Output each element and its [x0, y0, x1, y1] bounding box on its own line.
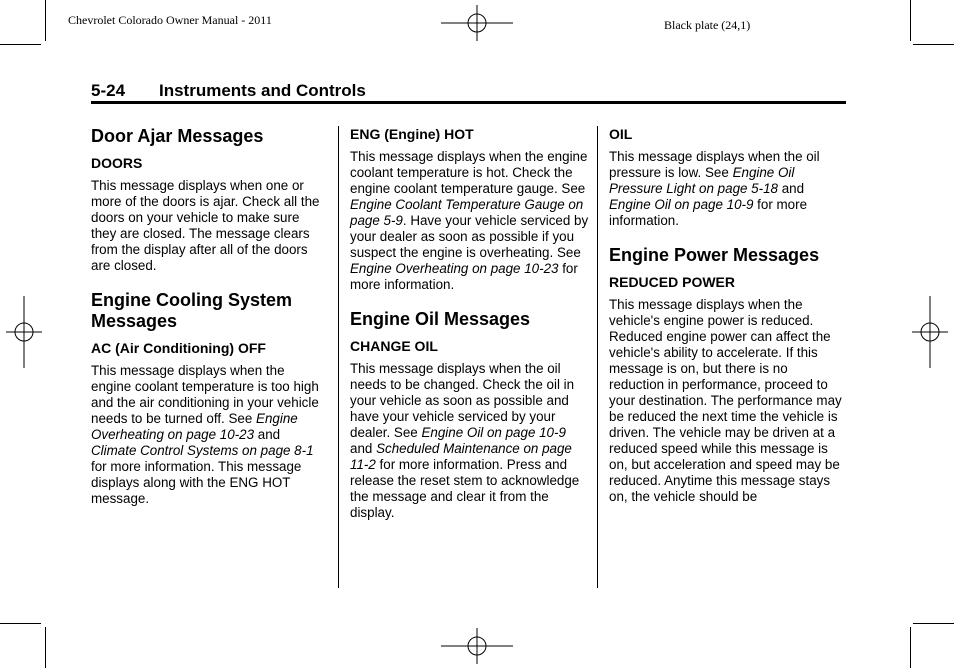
- crop-mark-br-h: [913, 623, 954, 624]
- plate-info-left: Chevrolet Colorado Owner Manual - 2011: [68, 13, 272, 27]
- ref-engine-oil-2[interactable]: Engine Oil on page 10-9: [609, 197, 754, 212]
- crop-mark-tl-h: [0, 44, 41, 45]
- subheading-doors: DOORS: [91, 155, 143, 171]
- registration-mark-top: [441, 5, 513, 41]
- para-enghot-text-3: for more information.: [350, 261, 578, 292]
- heading-engine-oil: Engine Oil Messages: [350, 309, 531, 329]
- heading-engine-power: Engine Power Messages: [609, 245, 820, 265]
- subheading-reduced-power: REDUCED POWER: [609, 274, 736, 290]
- column-rule-2: [597, 126, 598, 588]
- running-head: [91, 81, 366, 101]
- para-oil-text-3: for more information.: [609, 197, 808, 228]
- heading-engine-cooling-line2: Messages: [91, 311, 178, 331]
- para-oil: [609, 149, 845, 229]
- heading-door-ajar: Door Ajar Messages: [91, 126, 264, 146]
- subheading-change-oil: CHANGE OIL: [350, 338, 438, 354]
- crop-mark-tl-v: [45, 0, 46, 41]
- page-number: 5-24: [91, 81, 126, 100]
- para-eng-hot: [350, 149, 590, 293]
- registration-mark-left: [6, 296, 42, 368]
- para-oil-text-1: This message displays when the oil pressure is low. See: [609, 149, 820, 180]
- column-3: [609, 126, 845, 505]
- ref-engine-overheating-2[interactable]: Engine Overheating on page 10-23: [350, 261, 559, 276]
- subheading-ac-off: AC (Air Conditioning) OFF: [91, 340, 266, 356]
- para-ac-text-1: This message displays when the engine coolant temperature is too high and the air conditioning in your vehicle needs to be turned off. See: [91, 363, 319, 426]
- para-reduced-power: This message displays when the vehicle's engine power is reduced. Reduced engine power can affect the vehicle's ability to accelerate. If this message is on, but there is no reduction in performance, proceed to your destination. The performance may be reduced the next time the vehicle is driven. The vehicle may be driven at a reduced speed while this message is on, but acceleration and speed may be reduced. Anytime this message stays on, the vehicle should be: [609, 297, 842, 504]
- crop-mark-tr-h: [913, 44, 954, 45]
- registration-mark-bottom: [441, 628, 513, 664]
- ref-engine-oil[interactable]: Engine Oil on page 10-9: [421, 425, 566, 440]
- crop-mark-bl-h: [0, 623, 41, 624]
- column-1: [91, 126, 327, 507]
- ref-climate-control[interactable]: Climate Control Systems on page 8-1: [91, 443, 314, 458]
- para-ac-off: [91, 363, 327, 507]
- header-rule: [91, 101, 846, 104]
- heading-engine-cooling: [91, 290, 327, 332]
- para-enghot-text-1: This message displays when the engine coolant temperature is hot. Check the engine coolant temperature gauge. See: [350, 149, 588, 196]
- para-oil-text-2: and: [778, 181, 805, 196]
- crop-mark-br-v: [910, 627, 911, 668]
- registration-mark-right: [912, 296, 948, 368]
- plate-info-right: Black plate (24,1): [664, 18, 751, 32]
- crop-mark-tr-v: [910, 0, 911, 41]
- para-enghot-text-2: . Have your vehicle serviced by your dealer as soon as possible if you suspect the engine is overheating. See: [350, 213, 589, 260]
- para-ac-text-3: for more information. This message displays along with the ENG HOT message.: [91, 459, 302, 506]
- para-doors: This message displays when one or more of the doors is ajar. Check all the doors on your vehicle to make sure they are closed. The message clears from the display after all of the doors are closed.: [91, 178, 320, 273]
- ref-oil-pressure-light[interactable]: Engine Oil Pressure Light on page 5-18: [609, 165, 795, 196]
- ref-scheduled-maintenance[interactable]: Scheduled Maintenance on page 11-2: [350, 441, 572, 472]
- para-change-text-1: This message displays when the oil needs to be changed. Check the oil in your vehicle as soon as possible and have your vehicle serviced by your dealer. See: [350, 361, 575, 440]
- column-rule-1: [338, 126, 339, 588]
- ref-engine-overheating[interactable]: Engine Overheating on page 10-23: [91, 411, 298, 442]
- section-title: Instruments and Controls: [159, 81, 366, 100]
- para-change-oil: [350, 361, 590, 521]
- heading-engine-cooling-line1: Engine Cooling System: [91, 290, 293, 310]
- para-ac-text-2: and: [254, 427, 281, 442]
- crop-mark-bl-v: [45, 627, 46, 668]
- ref-coolant-gauge[interactable]: Engine Coolant Temperature Gauge on page 5-9: [350, 197, 584, 228]
- column-2: [350, 126, 590, 521]
- subheading-eng-hot: ENG (Engine) HOT: [350, 126, 474, 142]
- subheading-oil: OIL: [609, 126, 633, 142]
- para-change-text-2: and: [350, 441, 377, 456]
- para-change-text-3: for more information. Press and release the reset stem to acknowledge the message and clear it from the display.: [350, 457, 580, 520]
